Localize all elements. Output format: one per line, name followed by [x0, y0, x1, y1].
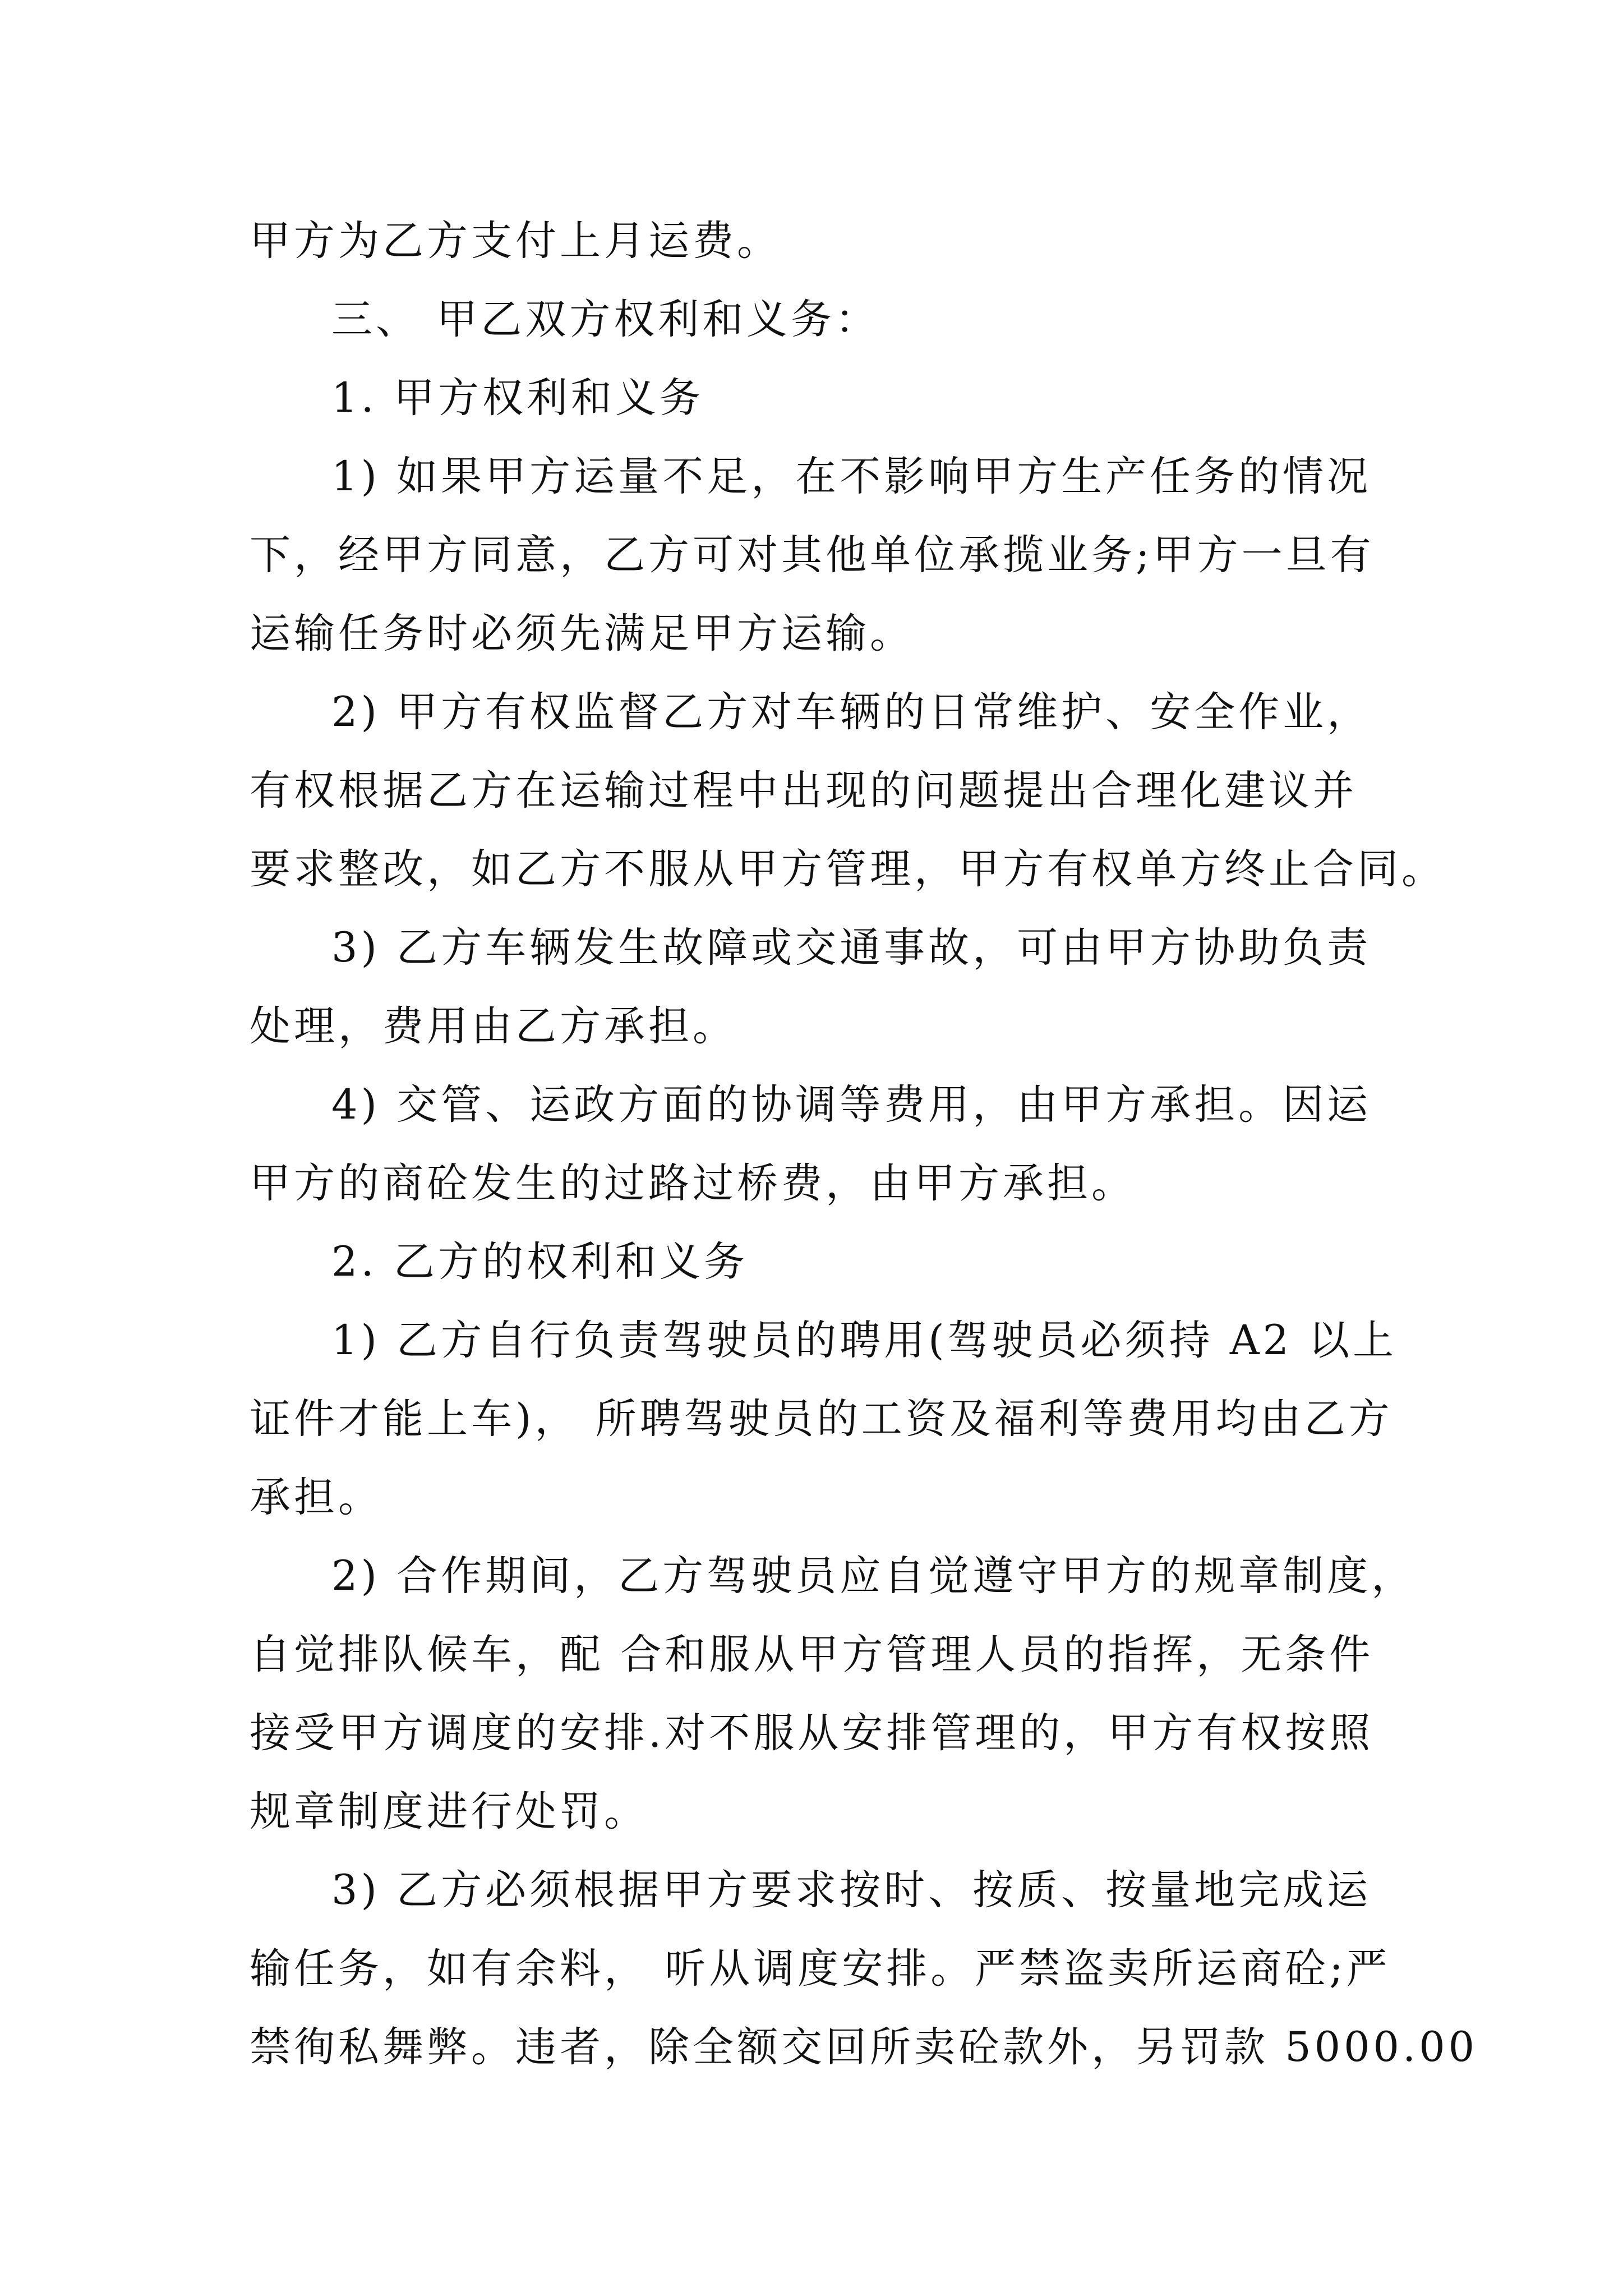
text-line: 甲方的商砼发生的过路过桥费，由甲方承担。: [250, 1159, 1136, 1207]
text-line: 有权根据乙方在运输过程中出现的问题提出合理化建议并: [250, 767, 1357, 815]
text-line: 规章制度进行处罚。: [250, 1788, 648, 1835]
text-line: 承担。: [250, 1474, 382, 1521]
subsection-heading: 2. 乙方的权利和义务: [331, 1238, 748, 1286]
text-line: 3) 乙方车辆发生故障或交通事故，可由甲方协助负责: [331, 924, 1372, 972]
text-line: 禁徇私舞弊。违者，除全额交回所卖砼款外，另罚款 5000.00: [250, 2023, 1478, 2071]
text-line: 运输任务时必须先满足甲方运输。: [250, 610, 914, 657]
text-line: 2) 合作期间，乙方驾驶员应自觉遵守甲方的规章制度，: [331, 1552, 1416, 1600]
text-line: 接受甲方调度的安排.对不服从安排管理的，甲方有权按照: [250, 1709, 1374, 1757]
text-line: 下，经甲方同意，乙方可对其他单位承揽业务;甲方一旦有: [250, 531, 1375, 579]
text-line: 甲方为乙方支付上月运费。: [250, 217, 781, 265]
section-heading: 三、 甲乙双方权利和义务：: [331, 296, 880, 343]
text-line: 4) 交管、运政方面的协调等费用，由甲方承担。因运: [331, 1081, 1372, 1129]
text-line: 3) 乙方必须根据甲方要求按时、按质、按量地完成运: [331, 1866, 1372, 1914]
text-line: 1) 乙方自行负责驾驶员的聘用(驾驶员必须持 A2 以上: [331, 1317, 1398, 1364]
subsection-heading: 1. 甲方权利和义务: [331, 374, 704, 422]
document-body: [250, 202, 1478, 2087]
text-line: 输任务，如有余料， 听从调度安排。严禁盗卖所运商砼;严: [250, 1945, 1391, 1993]
text-line: 自觉排队候车，配 合和服从甲方管理人员的指挥，无条件: [250, 1631, 1374, 1678]
text-line: 1) 如果甲方运量不足，在不影响甲方生产任务的情况: [331, 453, 1372, 500]
text-line: 2) 甲方有权监督乙方对车辆的日常维护、安全作业，: [331, 688, 1372, 736]
text-line: 要求整改，如乙方不服从甲方管理，甲方有权单方终止合同。: [250, 845, 1446, 893]
text-line: 证件才能上车)， 所聘驾驶员的工资及福利等费用均由乙方: [250, 1395, 1393, 1443]
text-line: 处理，费用由乙方承担。: [250, 1002, 737, 1050]
